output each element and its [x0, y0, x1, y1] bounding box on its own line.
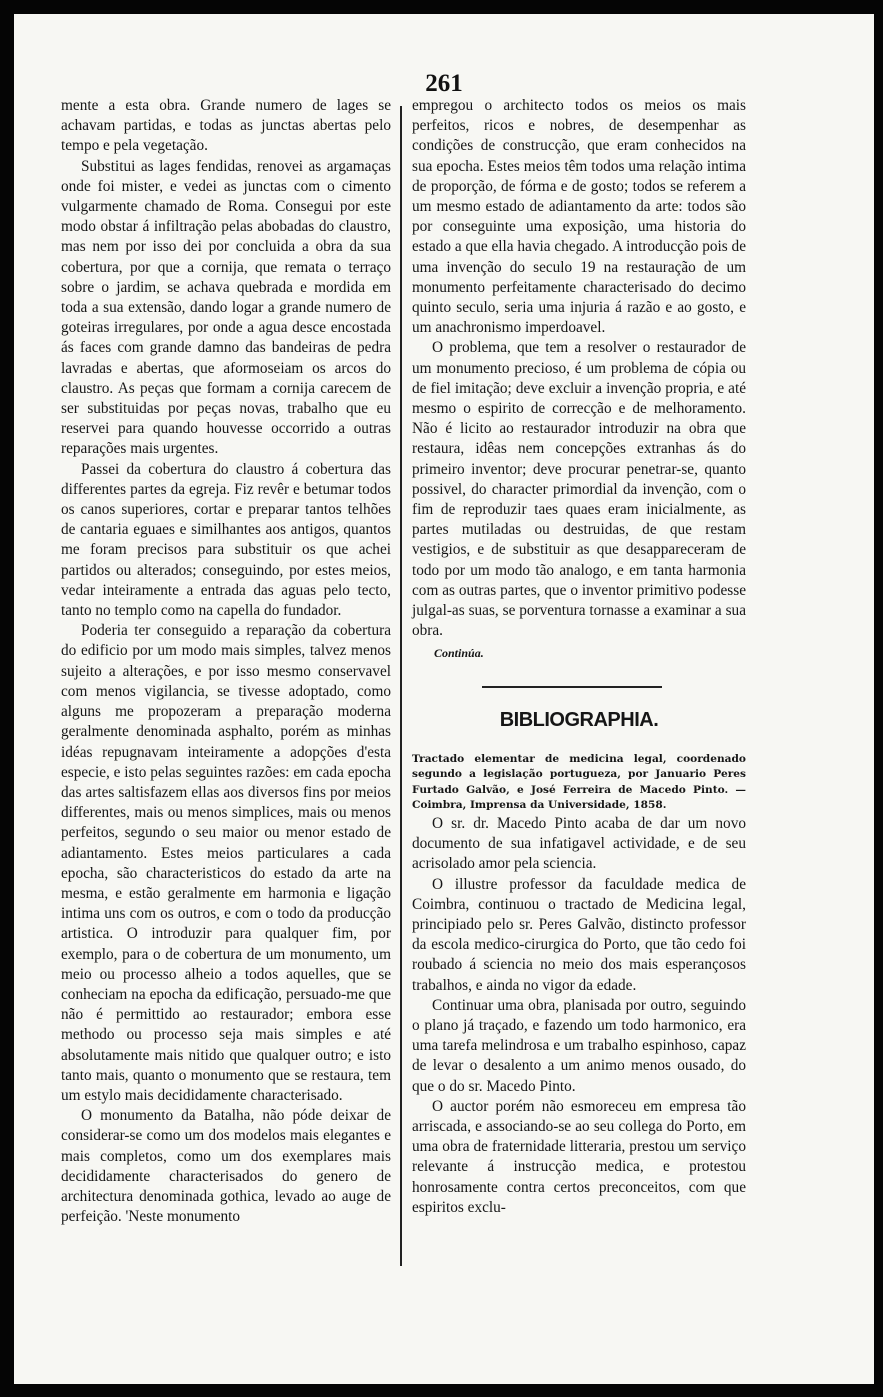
paragraph: empregou o architecto todos os meios os mais perfeitos, ricos e nobres, de desempenhar as condições de construcção, que eram conhecidos na sua epocha. Estes meios têm todos uma relação intima de proporção, de fórma e de gosto; todos se referem a um mesmo estado de adiantamento da arte: todos são por conseguinte uma exposição, uma historia do estado a que ella havia chegado. A introducção pois de uma invenção do seculo 19 na restauração de um monumento perfeitamente characterisado do decimo quinto seculo, seria uma injuria á razão e ao gosto, e um anachronismo imperdoavel. — [412, 97, 746, 337]
continua-note: Continúa. — [434, 646, 484, 661]
left-column — [61, 96, 391, 1227]
paragraph: Poderia ter conseguido a reparação da cobertura do edificio por um modo mais simples, talvez menos sujeito a alterações, e por isso mesmo conservavel com menos vigilancia, se tivesse adoptado, como alguns me propozeram a preparação moderna geralmente denominada asphalto, porém as minhas idéas repugnavam inteiramente a adopções d'esta especie, e isto pelas seguintes razões: em cada epocha das artes saltisfazem ellas aos diversos fins por meios differentes, mais ou menos simplices, mais ou menos perfeitos, segundo o seu maior ou menor estado de adiantamento. Estes meios particulares a cada epocha, são characteristicos do estado da arte na mesma, e estão geralmente em harmonia e ligação intima uns com os outros, e com o todo da producção artistica. O introduzir para qualquer fim, por exemplo, para o de cobertura de um monumento, um meio ou processo alheio a todos aquelles, que se conheciam na epocha da edificação, persuado-me que não é permittido ao restaurador; embora esse methodo ou processo seja mais simples e até absolutamente mais nitido que qualquer outro; e isto tanto mais, quanto o monumento que se restaura, tem um estylo mais decididamente characterisado. — [61, 622, 392, 1104]
page-number: 261 — [425, 70, 463, 97]
paragraph: O monumento da Batalha, não póde deixar de considerar-se como um dos modelos mais elegantes e mais completos, como um dos exemplares mais decididamente characterisados do genero de architectura denominada gothica, levado ao auge de perfeição. 'Neste monumento — [61, 1107, 391, 1226]
newspaper-page — [14, 14, 874, 1384]
paragraph: O problema, que tem a resolver o restaurador de um monumento precioso, é um problema de cópia ou de fiel imitação; deve excluir a invenção propria, e até mesmo o espirito de correcção e de melhoramento. Não é licito ao restaurador introduzir na obra que restaura, idêas nem concepções extranhas ás do primeiro inventor; deve procurar penetrar-se, quanto possivel, do character primordial da invenção, com o fim de reproduzir taes quaes eram inicialmente, as partes mutiladas ou destruidas, de que restam vestigios, e de substituir as que desappareceram de todo por um modo tão analogo, e em tanta harmonia com as outras partes, que o inventor primitivo podesse julgal-as suas, se porventura tornasse a examinar a sua obra. — [412, 339, 746, 640]
review-paragraph: O illustre professor da faculdade medica de Coimbra, continuou o tractado de Medicina legal, principiado pelo sr. Peres Galvão, distincto professor da escola medico-cirurgica do Porto, que tão cedo foi roubado á sciencia no meio dos mais esperançosos trabalhos, e ainda no vigor da edade. — [412, 875, 746, 994]
paragraph: mente a esta obra. Grande numero de lages se achavam partidas, e todas as junctas abertas pelo tempo e pela vegetação. — [61, 97, 391, 155]
column-divider — [400, 106, 402, 1266]
paragraph: Passei da cobertura do claustro á cobertura das differentes partes da egreja. Fiz revêr e betumar todos os canos superiores, cortar e preparar tantos telhões de cantaria eguaes e similhantes aos antigos, quantos me foram precisos para substituir os que achei partidos ou alterados; conseguindo, por estes meios, vedar inteiramente a entrada das aguas pelo tecto, tanto no templo como na capella do fundador. — [61, 460, 391, 620]
review-paragraph: O auctor porém não esmoreceu em empresa tão arriscada, e associando-se ao seu collega do Porto, em uma obra de fraternidade litteraria, prestou um serviço relevante á instrucção medica, e protestou honrosamente contra certos preconceitos, com que espiritos exclu- — [412, 1097, 746, 1216]
paragraph: Substitui as lages fendidas, renovei as argamaças onde foi mister, e vedei as junctas com o cimento vulgarmente chamado de Roma. Consegui por este modo obstar á infiltração pelas abobadas do claustro, mas nem por isso dei por concluida a obra da sua cobertura, por que a cornija, que remata o terraço sobre o jardim, se achava quebrada e mordida em toda a sua extensão, dando logar a grande numero de goteiras irregulares, por onde a agua desce encostada ás faces com grande damno das bandeiras de pedra lavradas e abertas, que aformoseiam os arcos do claustro. As peças que formam a cornija carecem de ser substituidas por peças novas, trabalho que eu reservei para quando houvesse occorrido a outras reparações mais urgentes. — [61, 157, 391, 458]
section-separator — [482, 686, 662, 688]
right-column — [412, 96, 746, 1218]
review-paragraph: O sr. dr. Macedo Pinto acaba de dar um novo documento de sua infatigavel actividade, e de seu acrisolado amor pela sciencia. — [412, 814, 746, 873]
book-reference: Tractado elementar de medicina legal, coordenado segundo a legislação portugueza, por Januario Peres Furtado Galvão, e José Ferreira de Macedo Pinto. — Coimbra, Imprensa da Universidade, 1858. — [412, 752, 746, 812]
review-paragraph: Continuar uma obra, planisada por outro, seguindo o plano já traçado, e fazendo um todo harmonico, era uma tarefa melindrosa e um trabalho espinhoso, capaz de levar o desalento a um animo menos ousado, do que o do sr. Macedo Pinto. — [412, 996, 746, 1095]
section-title: BIBLIOGRAPHIA. — [499, 708, 659, 731]
